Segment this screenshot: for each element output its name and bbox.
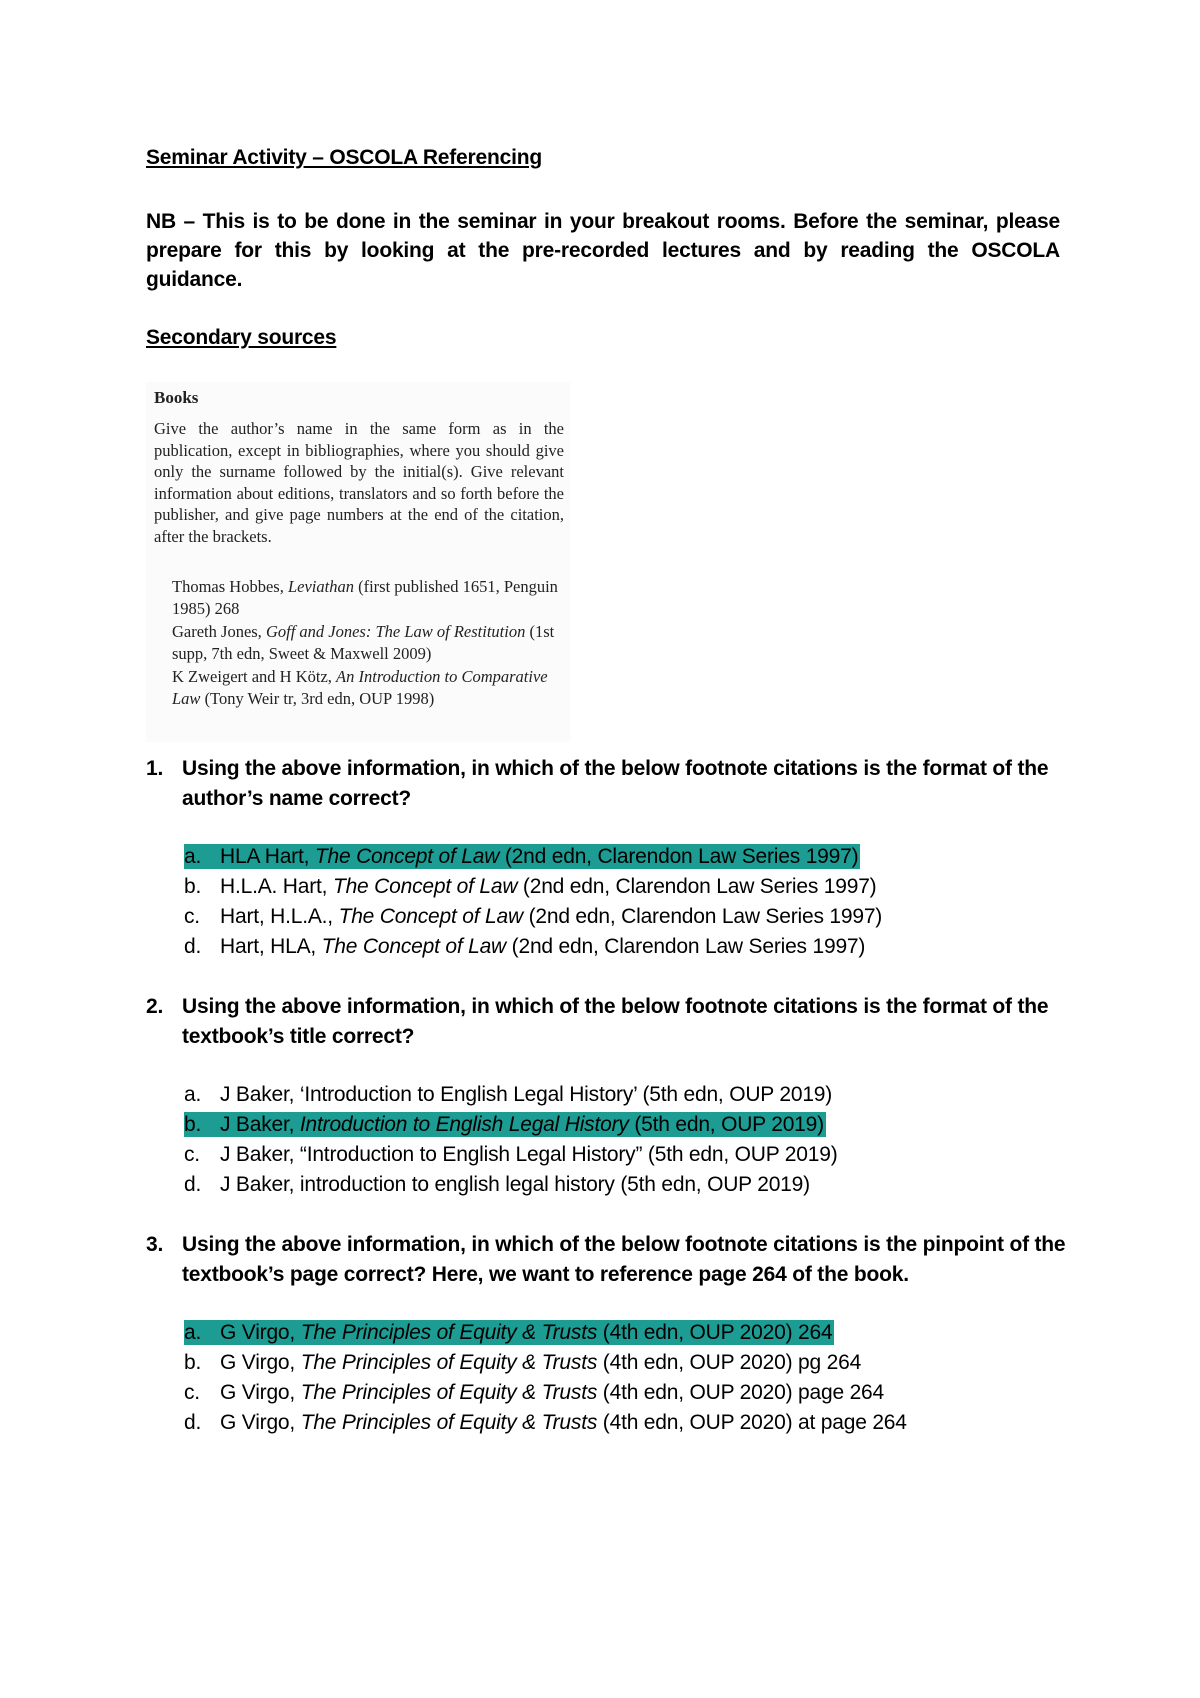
option-3d: d. G Virgo, The Principles of Equity & Trusts (4th edn, OUP 2020) at page 264 — [184, 1411, 907, 1434]
option-2b: b. J Baker, Introduction to English Legal History (5th edn, OUP 2019) — [184, 1113, 824, 1136]
excerpt-heading: Books — [154, 388, 199, 407]
excerpt-example: K Zweigert and H Kötz, An Introduction to Comparative Law (Tony Weir tr, 3rd edn, OUP 1998) — [172, 667, 548, 708]
excerpt-example: Thomas Hobbes, Leviathan (first published 1651, Penguin 1985) 268 — [172, 577, 558, 618]
question-text: Using the above information, in which of the below footnote citations is the format of the author’s name correct? — [182, 757, 1049, 810]
option-2d: d. J Baker, introduction to english legal history (5th edn, OUP 2019) — [184, 1173, 810, 1196]
option-2a: a. J Baker, ‘Introduction to English Legal History’ (5th edn, OUP 2019) — [184, 1083, 833, 1106]
option-3c: c. G Virgo, The Principles of Equity & Trusts (4th edn, OUP 2020) page 264 — [184, 1381, 885, 1404]
option-1c: c. Hart, H.L.A., The Concept of Law (2nd edn, Clarendon Law Series 1997) — [184, 905, 883, 928]
question-number: 1. — [146, 757, 164, 780]
question-number: 3. — [146, 1233, 164, 1256]
option-2c: c. J Baker, “Introduction to English Legal History” (5th edn, OUP 2019) — [184, 1143, 838, 1166]
option-1a: a. HLA Hart, The Concept of Law (2nd edn, Clarendon Law Series 1997) — [184, 845, 859, 868]
option-3b: b. G Virgo, The Principles of Equity & Trusts (4th edn, OUP 2020) pg 264 — [184, 1351, 862, 1374]
excerpt-example: Gareth Jones, Goff and Jones: The Law of Restitution (1st supp, 7th edn, Sweet & Maxwell 2009) — [172, 622, 555, 663]
question-number: 2. — [146, 995, 164, 1018]
document-title: Seminar Activity – OSCOLA Referencing — [146, 146, 542, 169]
oscola-books-excerpt — [146, 382, 570, 742]
excerpt-body: Give the author’s name in the same form as in the publication, except in bibliographies, where you should give only the surname followed by the initial(s). Give relevant information about editions, translators and so forth before the publisher, and give page numbers at the end of the citation, after the brackets. — [154, 419, 564, 546]
question-3-options — [184, 1318, 1084, 1438]
question-text: Using the above information, in which of the below footnote citations is the pinpoint of the textbook’s page correct? Here, we want to reference page 264 of the book. — [182, 1233, 1066, 1286]
question-2-options — [184, 1080, 1084, 1200]
question-3 — [146, 1230, 1066, 1290]
option-3a: a. G Virgo, The Principles of Equity & Trusts (4th edn, OUP 2020) 264 — [184, 1321, 833, 1344]
option-1d: d. Hart, HLA, The Concept of Law (2nd edn, Clarendon Law Series 1997) — [184, 935, 866, 958]
question-text: Using the above information, in which of the below footnote citations is the format of the textbook’s title correct? — [182, 995, 1049, 1048]
question-1 — [146, 754, 1066, 814]
question-1-options — [184, 842, 1084, 962]
excerpt-examples — [172, 576, 568, 711]
question-2 — [146, 992, 1066, 1052]
nb-instructions: NB – This is to be done in the seminar in your breakout rooms. Before the seminar, please prepare for this by looking at the pre-recorded lectures and by reading the OSCOLA guidance. — [146, 210, 1060, 291]
option-1b: b. H.L.A. Hart, The Concept of Law (2nd edn, Clarendon Law Series 1997) — [184, 875, 877, 898]
section-heading: Secondary sources — [146, 326, 337, 349]
